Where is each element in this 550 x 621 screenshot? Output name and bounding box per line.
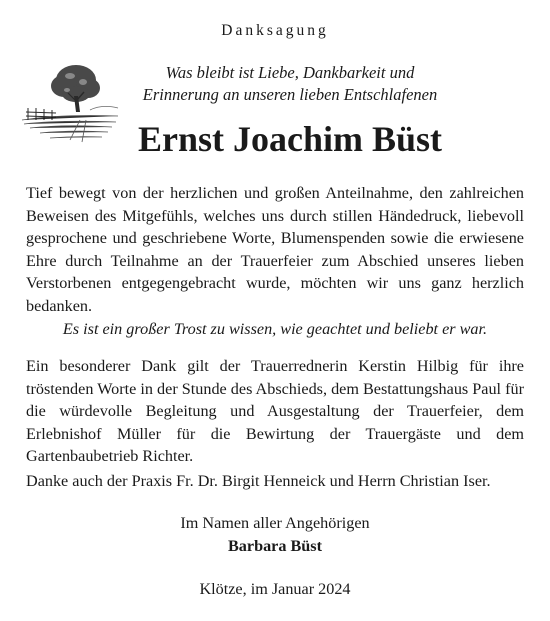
thanks-paragraph: Tief bewegt von der herzlichen und großen Anteilnahme, den zahlreichen Beweisen des Mitgefühls, welches uns durch stillen Händedruck, liebevoll gesprochene und geschriebene Worte, Blumenspenden sowie die erwiesene Ehre durch Teilnahme an der Trauerfeier zum Abschied unseres lieben Verstorbenen entgegengebracht wurde, möchten wir uns ganz herzlich bedanken. [26,184,524,315]
memorial-quote [100,62,480,106]
signoff-line: Im Namen aller Angehörigen [180,514,370,532]
signer-name: Barbara Büst [228,536,322,555]
comfort-quote: Es ist ein großer Trost zu wissen, wie geachtet und beliebt er war. [62,320,488,338]
special-thanks-paragraph: Ein besonderer Dank gilt der Trauerrednerin Kerstin Hilbig für ihre tröstenden Worte in der Stunde des Abschieds, dem Bestattungshaus Paul für die würdevolle Begleitung und Ausgestaltung der Trauerfeier, dem Erlebnishof Müller für die Bewirtung der Trauergäste und dem Gartenbaubetrieb Richter. [26,357,524,466]
signoff-block [0,512,550,557]
place-date: Klötze, im Januar 2024 [199,580,351,598]
additional-thanks-paragraph: Danke auch der Praxis Fr. Dr. Birgit Henneick und Herrn Christian Iser. [26,472,491,490]
deceased-name: Ernst Joachim Büst [137,119,443,159]
quote-line: Was bleibt ist Liebe, Dankbarkeit und [165,63,415,82]
notice-heading: Danksagung [221,22,329,39]
quote-line: Erinnerung an unseren lieben Entschlafenen [142,85,438,104]
